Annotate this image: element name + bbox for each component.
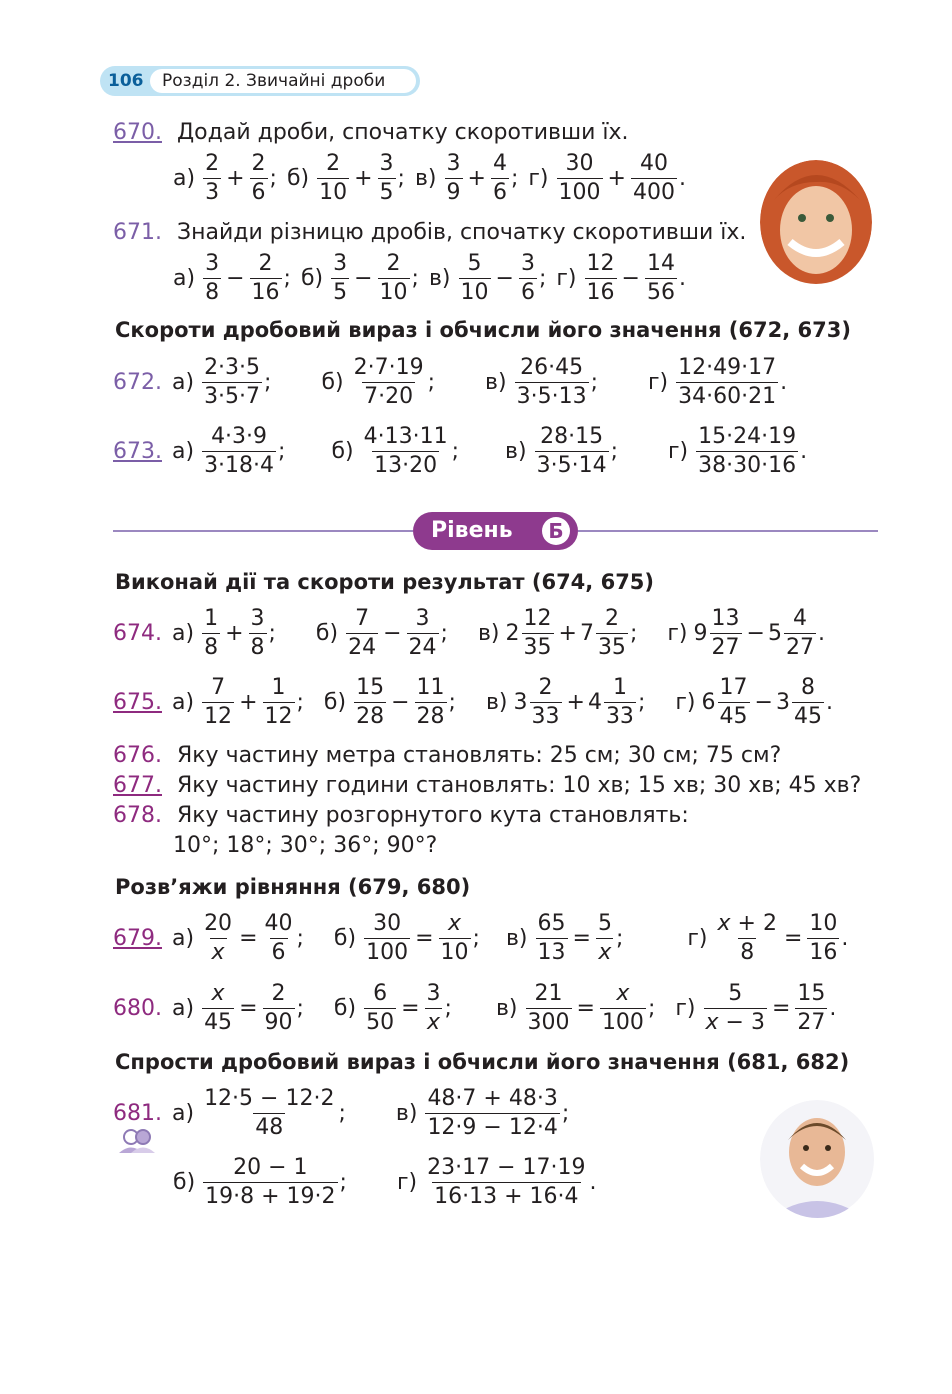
task-681-row1: 681. а) 12·5 − 12·2 48 ; в) 48·7 + 48·3 12·9 − 12·4 ; bbox=[113, 1086, 570, 1140]
level-letter: Б bbox=[542, 517, 570, 545]
task-number: 674. bbox=[113, 621, 162, 646]
section-heading: Спрости дробовий вираз і обчисли його значення (681, 682) bbox=[115, 1050, 850, 1074]
task-671 bbox=[113, 220, 746, 245]
girl-photo bbox=[760, 160, 872, 285]
task-673: 673. а) 4·3·9 3·18·4 ; б) 4·13·11 13·20 ; в) 28·15 3·5·14 ; г) 15·24·19 38·30·16 . bbox=[113, 424, 808, 478]
task-number: 678. bbox=[113, 803, 162, 828]
section-heading: Виконай дії та скороти результат (674, 675) bbox=[115, 570, 655, 594]
page-header bbox=[100, 66, 420, 96]
task-text: Знайди різницю дробів, спочатку скоротивши їх. bbox=[176, 220, 747, 245]
boy-photo bbox=[760, 1100, 875, 1218]
task-672: 672. а) 2·3·5 3·5·7 ; б) 2·7·19 7·20 ; в) 26·45 3·5·13 ; г) 12·49·17 34·60·21 . bbox=[113, 355, 788, 409]
chapter-title: Розділ 2. Звичайні дроби bbox=[150, 69, 416, 93]
task-text: Яку частину метра становлять: 25 см; 30 см; 75 см? bbox=[176, 743, 782, 768]
task-number[interactable]: 679. bbox=[113, 926, 162, 951]
task-number[interactable]: 670. bbox=[113, 120, 162, 145]
pair-work-icon bbox=[115, 1128, 159, 1158]
task-number: 681. bbox=[113, 1101, 162, 1126]
task-678 bbox=[113, 803, 689, 828]
section-heading: Скороти дробовий вираз і обчисли його значення (672, 673) bbox=[115, 318, 851, 342]
task-number: 672. bbox=[113, 370, 162, 395]
task-number[interactable]: 673. bbox=[113, 439, 162, 464]
page-number: 106 bbox=[108, 71, 144, 91]
task-677 bbox=[113, 773, 861, 798]
task-number[interactable]: 677. bbox=[113, 773, 162, 798]
task-681-row2: б) 20 − 1 19·8 + 19·2 ; г) 23·17 − 17·19 16·13 + 16·4 . bbox=[173, 1155, 597, 1209]
task-675: 675. а) 7 12 + $\frac{1}{12}$ ; б) 15 28 − $\frac{11}{28}$ ; в) 3 2 33 + 4 1 33 ; г) 6 17 45 − 3 8 45 . bbox=[113, 675, 833, 729]
task-678-values: 10°; 18°; 30°; 36°; 90°? bbox=[173, 833, 438, 858]
task-text: Додай дроби, спочатку скоротивши їх. bbox=[176, 120, 629, 145]
task-670 bbox=[113, 120, 629, 145]
task-679: 679. а) $\frac{20}{x}$ = $\frac{40}{6}$ ; б) $\frac{30}{100}$ = $\frac{x}{10}$ ; в) $\frac{65}{13}$ = $\frac{5}{x}$ ; г) $\frac{x + 2}{8}$ = $\frac{10}{16}$ . bbox=[113, 911, 849, 965]
task-text: Яку частину розгорнутого кута становлять: bbox=[176, 803, 689, 828]
section-heading: Розв’яжи рівняння (679, 680) bbox=[115, 875, 471, 899]
task-676 bbox=[113, 743, 781, 768]
task-680: 680. а) $\frac{x}{45}$ = $\frac{2}{90}$ ; б) $\frac{6}{50}$ = $\frac{3}{x}$ ; в) $\frac{21}{300}$ = $\frac{x}{100}$ ; г) $\frac{5}{x - 3}$ = $\frac{15}{27}$ . bbox=[113, 981, 837, 1035]
task-number[interactable]: 675. bbox=[113, 690, 162, 715]
divider-left bbox=[113, 530, 413, 532]
task-670-items: а) 2 3 + $\frac{2}{6}$ ; б) 2 10 + $\frac{3}{5}$ ; в) 3 9 + $\frac{4}{6}$ ; г) 30 100 + $\frac{40}{400}$ . bbox=[173, 151, 686, 205]
task-number: 671. bbox=[113, 220, 162, 245]
task-671-items: а) 3 8 − $\frac{2}{16}$ ; б) 3 5 − $\frac{2}{10}$ ; в) 5 10 − $\frac{3}{6}$ ; г) 12 16 − $\frac{14}{56}$ . bbox=[173, 251, 686, 305]
task-number: 680. bbox=[113, 996, 162, 1021]
task-text: Яку частину години становлять: 10 хв; 15 хв; 30 хв; 45 хв? bbox=[176, 773, 862, 798]
divider-right bbox=[578, 530, 878, 532]
task-number: 676. bbox=[113, 743, 162, 768]
level-label: Рівень bbox=[431, 518, 513, 543]
task-674: 674. а) 1 8 + $\frac{3}{8}$ ; б) 7 24 − $\frac{3}{24}$ ; в) 2 12 35 + 7 2 35 ; г) 9 13 27 − 5 4 27 . bbox=[113, 606, 825, 660]
level-badge bbox=[413, 512, 578, 550]
